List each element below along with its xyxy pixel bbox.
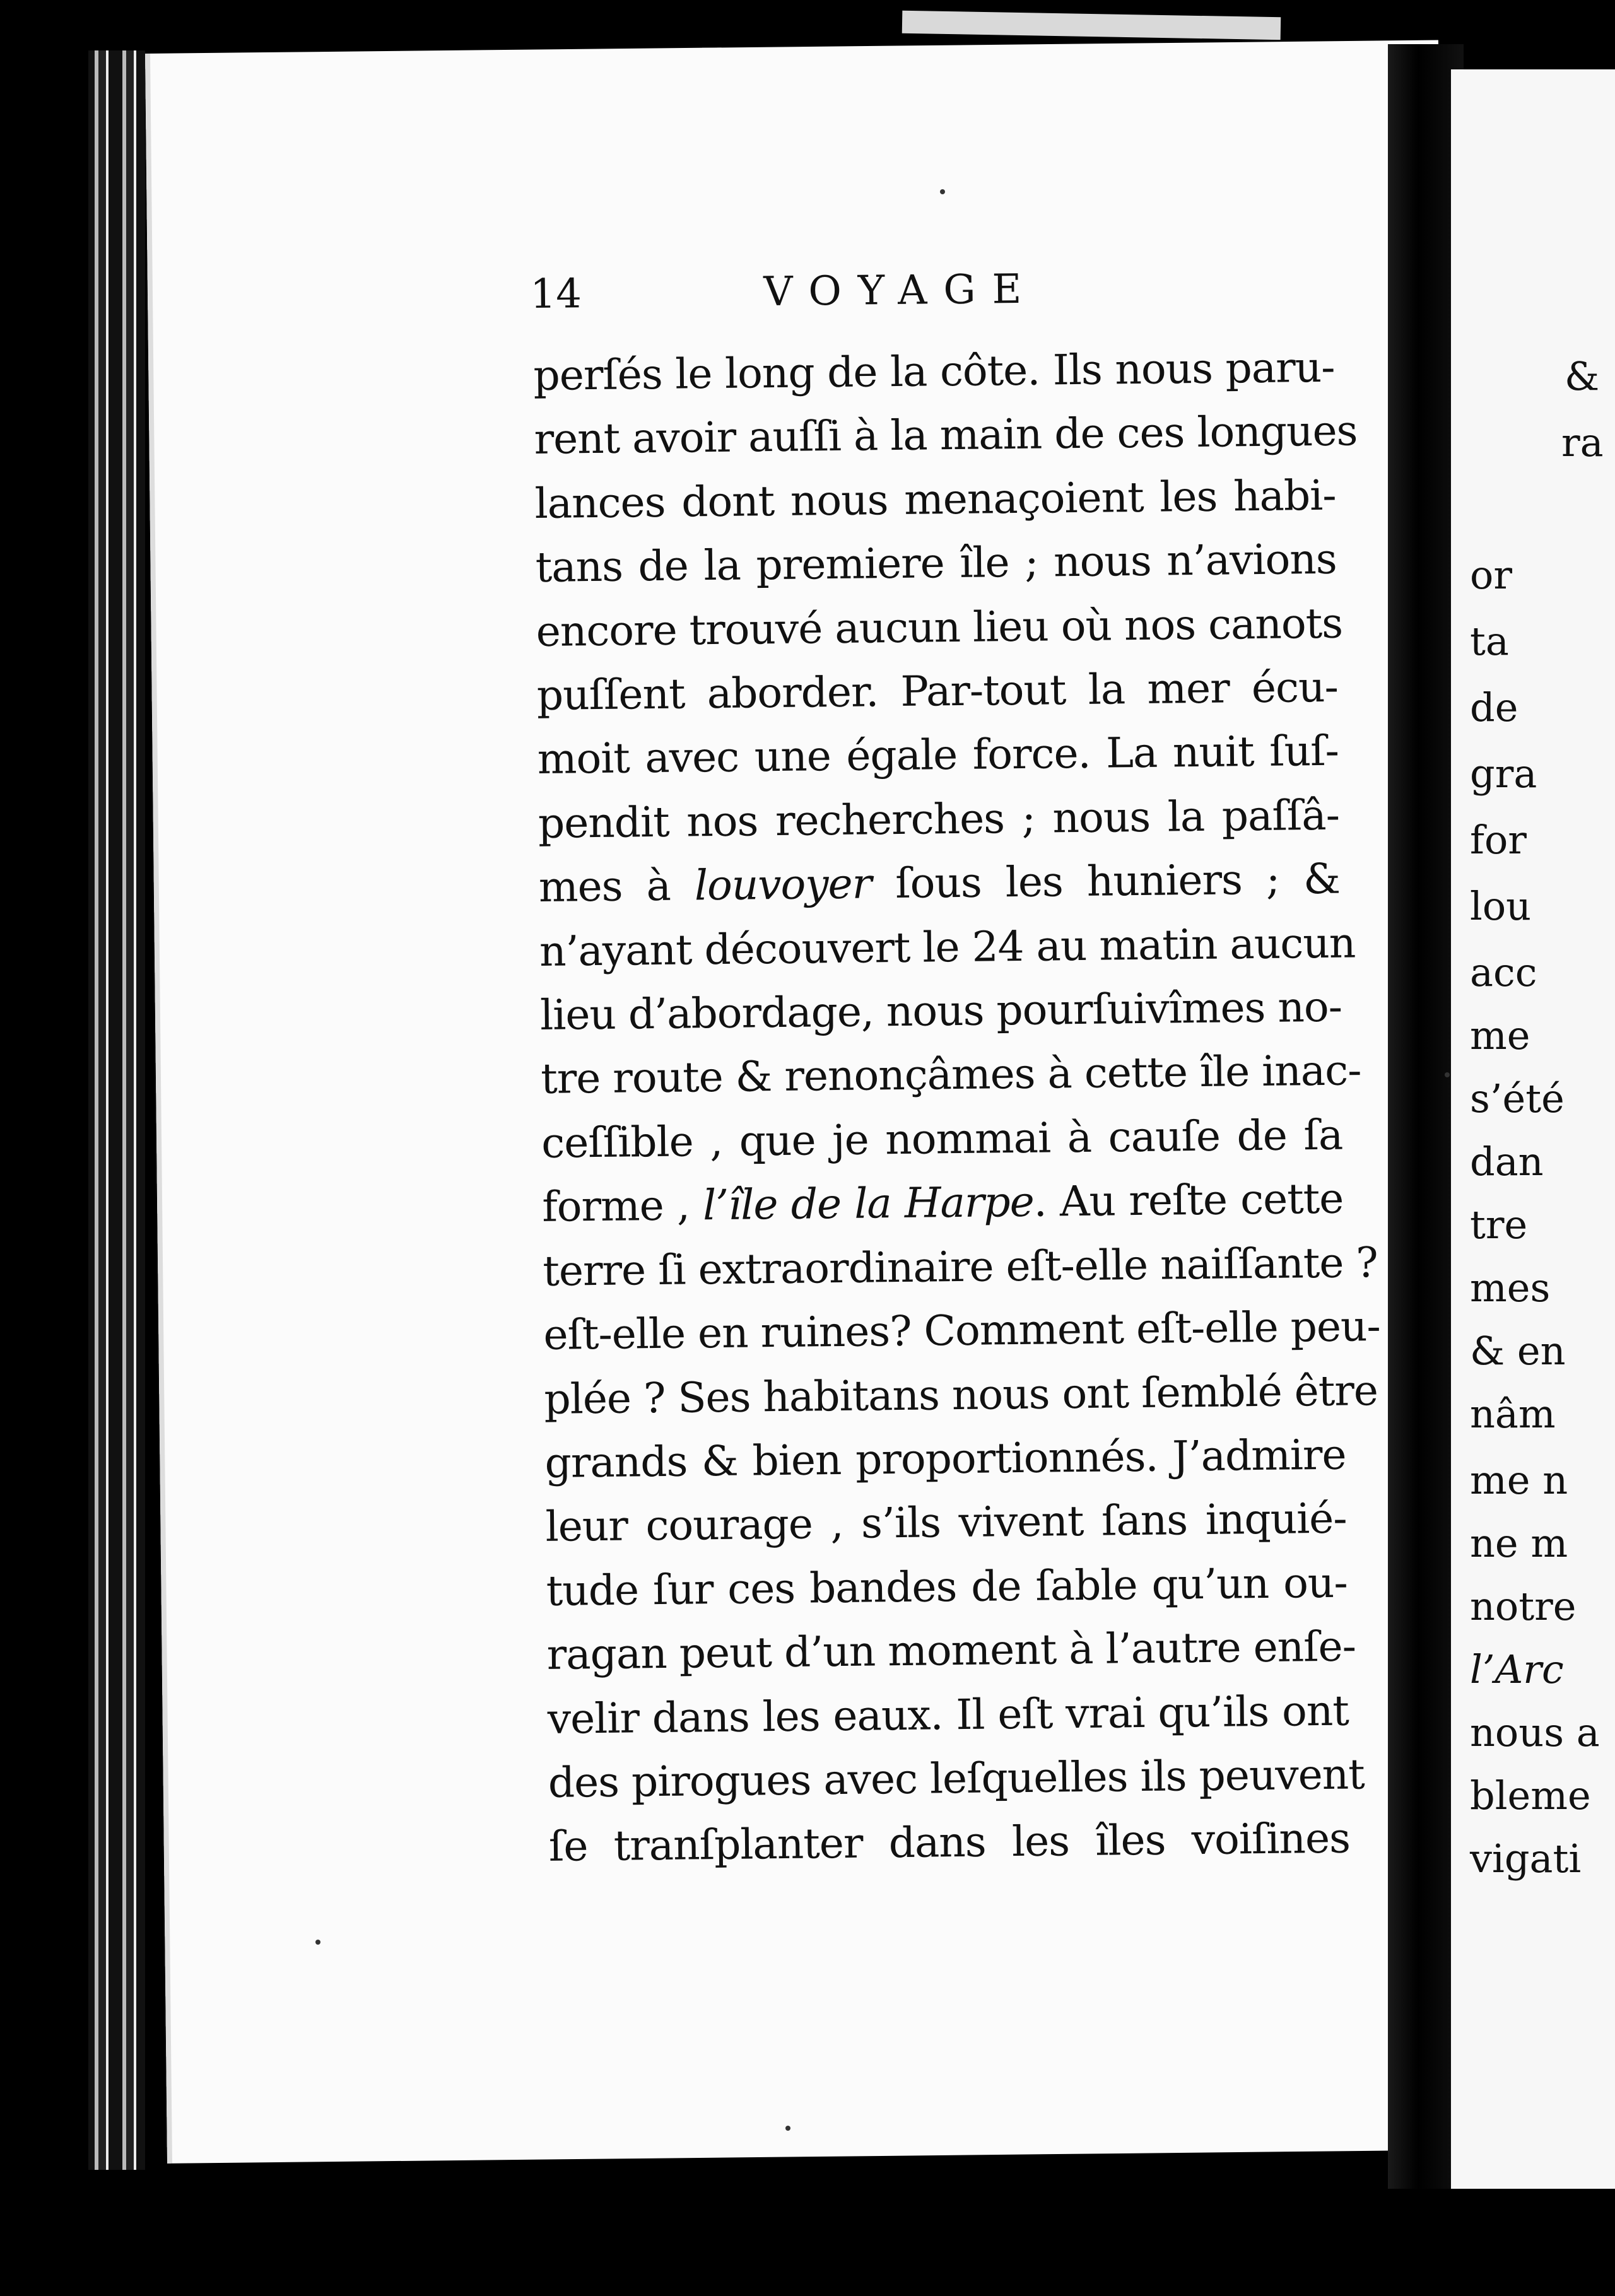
italic-text-segment: l’île de la Harpe	[702, 1178, 1035, 1230]
paper-speck	[940, 189, 945, 194]
text-line	[540, 1039, 1361, 1111]
text-line	[541, 1103, 1343, 1176]
text-line-segment: rent avoir auſſi à la main de ces longues	[534, 406, 1358, 464]
text-line	[534, 399, 1358, 472]
facing-page-text-line: gra	[1470, 751, 1537, 797]
paper-speck	[1445, 1072, 1450, 1077]
text-line	[535, 527, 1337, 600]
text-line	[536, 591, 1343, 664]
text-line	[538, 847, 1340, 920]
facing-page-text-line: or	[1470, 552, 1512, 598]
text-line	[547, 1678, 1349, 1751]
text-line	[539, 911, 1356, 983]
top-paper-edge	[902, 11, 1281, 40]
text-line	[546, 1615, 1356, 1687]
text-line-segment: des pirogues avec leſquelles ils peuvent	[548, 1750, 1365, 1807]
running-head-title: VOYAGE	[763, 266, 1038, 316]
text-line	[542, 1167, 1344, 1239]
text-line-segment: velir dans les eaux. Il eſt vrai qu’ils ont	[547, 1686, 1349, 1743]
text-line-segment: terre ſi extraordinaire eſt-elle naiſſante ?	[542, 1238, 1378, 1296]
facing-page-text-line: notre	[1470, 1583, 1577, 1629]
text-line-segment: ſe tranſplanter dans les îles voiſines	[548, 1813, 1351, 1871]
facing-page-text-line: ta	[1470, 618, 1509, 664]
facing-page-text-line: tre	[1470, 1202, 1528, 1248]
text-line-segment: encore trouvé aucun lieu où nos canots	[536, 599, 1343, 656]
facing-page-text-line: s’été	[1470, 1075, 1565, 1122]
facing-page-text-line: nâm	[1470, 1391, 1556, 1437]
text-line-segment: leur courage , s’ils vivent ſans inquié-	[545, 1494, 1347, 1552]
text-line	[546, 1550, 1348, 1623]
paper-speck	[315, 1940, 320, 1945]
text-line-segment: ragan peut d’un moment à l’autre enſe-	[546, 1622, 1356, 1680]
text-line-segment: tre route & renonçâmes à cette île inac-	[540, 1046, 1361, 1104]
text-line-segment: ſous les huniers ; &	[871, 854, 1341, 908]
facing-page-text-line: ne m	[1470, 1520, 1568, 1566]
text-line	[536, 655, 1338, 728]
facing-page-text-line: ra	[1561, 419, 1604, 466]
text-line-segment: perſés le long de la côte. Ils nous paru-	[533, 343, 1335, 400]
facing-page-text-line: de	[1470, 684, 1518, 730]
text-line	[548, 1807, 1350, 1879]
facing-page-text-line: bleme	[1470, 1772, 1591, 1819]
italic-text-segment: louvoyer	[694, 859, 872, 910]
facing-page-text-line: for	[1470, 817, 1527, 863]
facing-page-text-line: dan	[1470, 1139, 1544, 1185]
text-line	[540, 975, 1342, 1048]
facing-page-text-line: l’Arc	[1470, 1646, 1564, 1692]
facing-page-text-line: & en	[1470, 1328, 1566, 1374]
text-line-segment: mes à	[538, 861, 695, 912]
facing-page-text-line: mes	[1470, 1265, 1551, 1311]
text-line-segment: eſt-elle en ruines? Comment eſt-elle peu-	[543, 1302, 1381, 1360]
text-line	[537, 719, 1339, 792]
main-text-block	[533, 336, 1381, 1879]
facing-page-text-line: me	[1470, 1012, 1530, 1058]
text-line	[543, 1295, 1381, 1368]
facing-page-text-line: nous a	[1470, 1709, 1600, 1755]
text-line-segment: lieu d’abordage, nous pourſuivîmes no-	[539, 982, 1342, 1040]
text-line-segment: puſſent aborder. Par-tout la mer écu-	[536, 662, 1339, 720]
text-line-segment: tude ſur ces bandes de ſable qu’un ou-	[546, 1558, 1348, 1615]
text-line-segment: plée ? Ses habitans nous ont ſemblé être	[544, 1366, 1378, 1424]
left-page-edge-stack	[88, 50, 145, 2170]
text-line-segment: grands & bien proportionnés. J’admire	[544, 1430, 1346, 1487]
text-line	[533, 336, 1335, 408]
facing-page-text-line: vigati	[1470, 1836, 1582, 1882]
text-line	[544, 1359, 1378, 1431]
facing-page-text-line: &	[1565, 353, 1600, 399]
page-number: 14	[530, 271, 582, 318]
text-line-segment: n’ayant découvert le 24 au matin aucun	[539, 918, 1356, 976]
text-line-segment: tans de la premiere île ; nous n’avions	[535, 534, 1337, 592]
text-line-segment: . Au reſte cette	[1033, 1174, 1344, 1227]
text-line-segment: ceſſible , que je nommai à cauſe de ſa	[541, 1110, 1343, 1168]
paper-speck	[785, 2126, 790, 2131]
text-line	[534, 464, 1336, 536]
facing-page-text-line: lou	[1470, 883, 1532, 929]
page-header	[530, 263, 1307, 328]
text-line-segment: lances dont nous menaçoient les habi-	[534, 471, 1336, 528]
text-line	[544, 1423, 1346, 1496]
facing-page-text-line: me n	[1470, 1457, 1568, 1503]
text-line-segment: moit avec une égale force. La nuit ſuſ-	[537, 727, 1339, 784]
text-line-segment: pendit nos recherches ; nous la paſſâ-	[537, 790, 1340, 848]
text-line-segment: forme ,	[541, 1181, 703, 1232]
text-line	[537, 783, 1339, 856]
text-line	[542, 1231, 1378, 1303]
text-line	[548, 1743, 1365, 1815]
facing-page-text-line: acc	[1470, 949, 1537, 995]
text-line	[545, 1487, 1347, 1559]
